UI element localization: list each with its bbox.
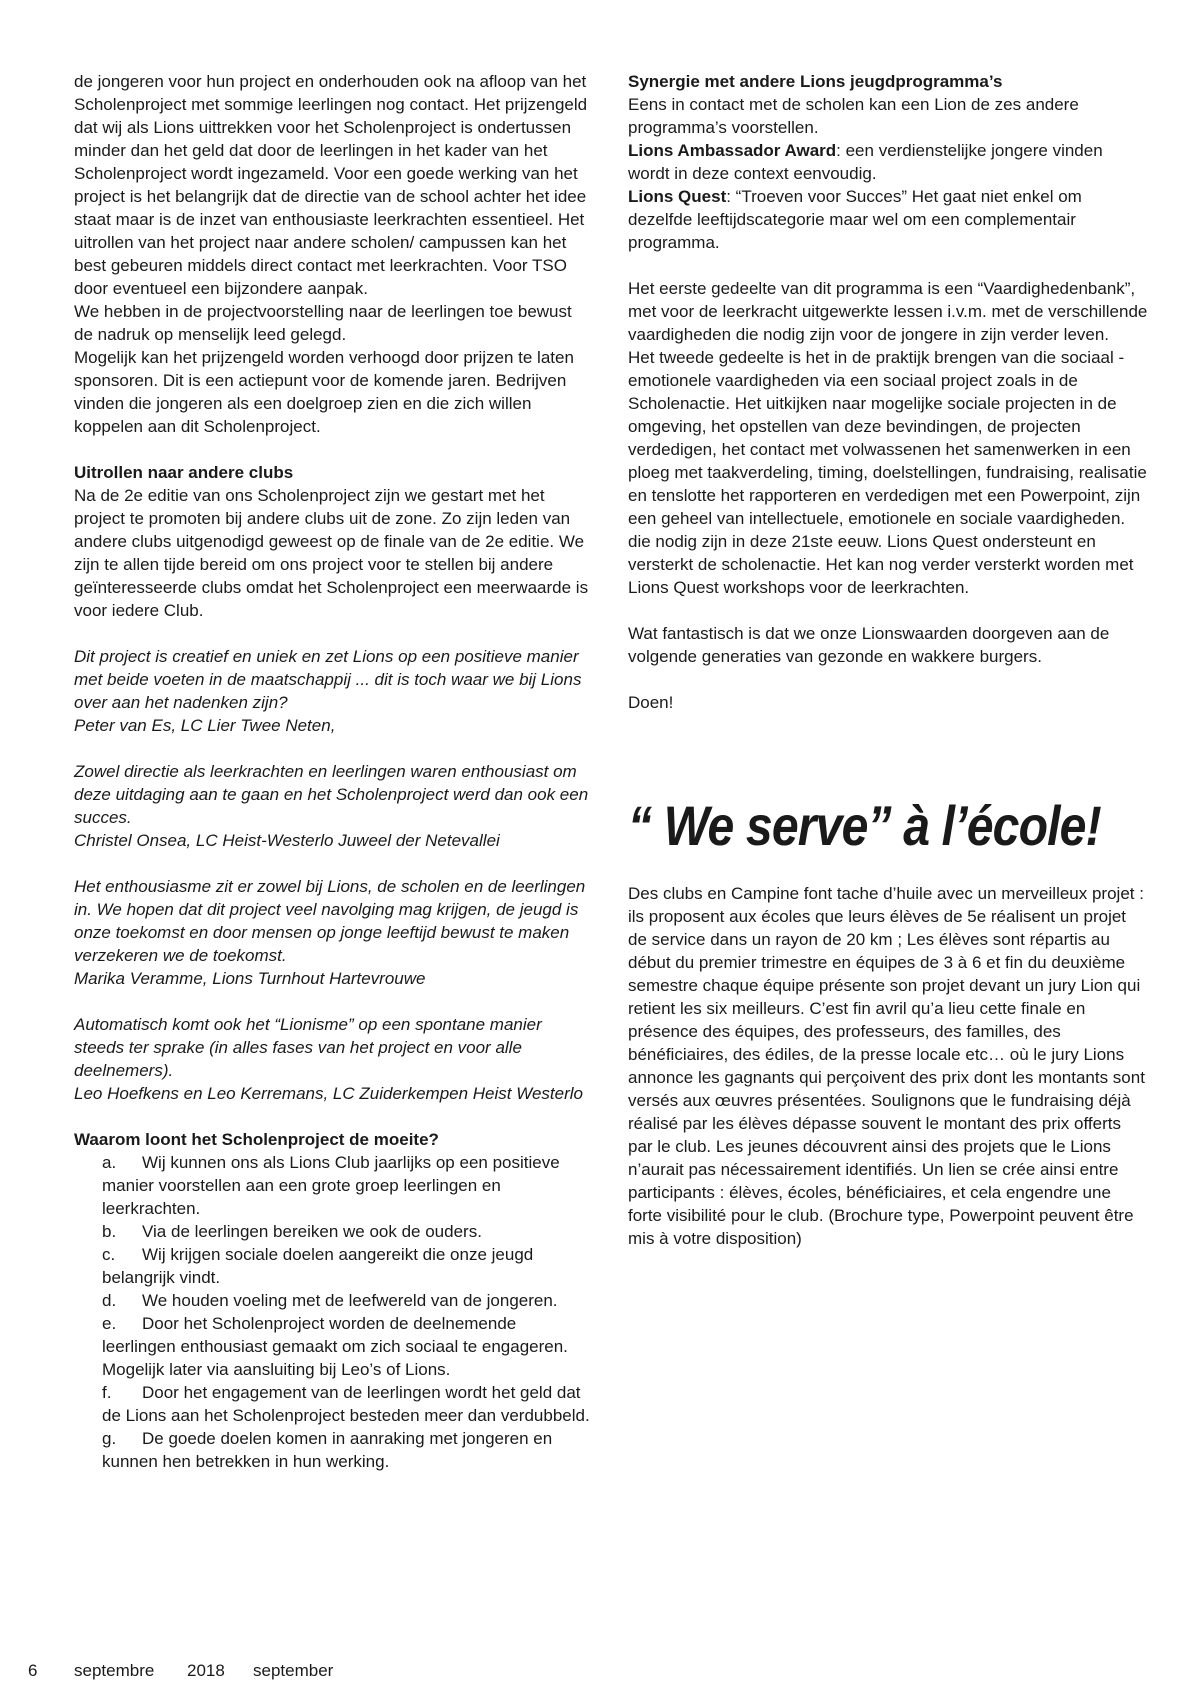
ambassador-paragraph (628, 139, 1148, 185)
list-text: Wij krijgen sociale doelen aangereikt die onze jeugd belangrijk vindt. (102, 1245, 534, 1287)
synergy-text: Eens in contact met de scholen kan een Lion de zes andere programma’s voorstellen. (628, 95, 1079, 137)
left-column (74, 70, 594, 1473)
program-paragraph-2: Het tweede gedeelte is het in de praktijk brengen van die sociaal - emotionele vaardigheden via een sociaal project zoals in de Scholenactie. Het uitkijken naar mogelijke sociale projecten in de omgeving, het opstellen van deze bevindingen, de projecten verdedigen, het contact met volwassenen het samenwerken in een ploeg met taakverdeling, timing, doelstellingen, fundraising, realisatie en tenslotte het rapporteren en verdedigen met een Powerpoint, zijn een geheel van intellectuele, emotionele en sociale vaardigheden. die nodig zijn in deze 21ste eeuw. Lions Quest ondersteunt en versterkt de scholenactie. Het kan nog verder versterkt worden met Lions Quest workshops voor de leerkrachten. (628, 348, 1147, 597)
quote-text: Dit project is creatief en uniek en zet Lions op een positieve manier met beide voeten in de maatschappij ... dit is toch waar we bij Lions over aan het nadenken zijn? (74, 647, 582, 712)
footer-year: 2018 (187, 1661, 225, 1680)
quest-label: Lions Quest (628, 187, 727, 206)
footer-month-fr: septembre (74, 1661, 155, 1680)
list-text: Via de leerlingen bereiken we ook de ouders. (142, 1222, 482, 1241)
rollout-heading: Uitrollen naar andere clubs (74, 463, 294, 482)
list-item (102, 1427, 594, 1473)
list-text: Wij kunnen ons als Lions Club jaarlijks op een positieve manier voorstellen aan een grote groep leerlingen en leerkrachten. (102, 1153, 560, 1218)
quote-text: Het enthousiasme zit er zowel bij Lions, de scholen en de leerlingen in. We hopen dat dit project veel navolging mag krijgen, de jeugd is onze toekomst en door mensen op jonge leeftijd bewust te maken verzekeren we de toekomst. (74, 877, 586, 965)
french-text: Des clubs en Campine font tache d’huile avec un merveilleux projet : ils proposent aux écoles que leurs élèves de 5e réalisent un projet de service dans un rayon de 20 km ; Les élèves sont répartis au début du premier trimestre en équipes de 3 à 6 et fin du deuxième semestre chaque équipe présente son projet devant un jury Lion qui retient les six meilleurs. C’est fin avril qu’a lieu cette finale en présence des équipes, des professeurs, des familles, des bénéficiaires, des édiles, de la presse locale etc… où le jury Lions annonce les gagnants qui perçoivent des prix dont les montants sont versés aux œuvres présentées. Soulignons que le fundraising déjà réalisé par les élèves dépasse souvent le montant des prix offerts par le club. Les jeunes découvrent ainsi des projets que le Lions n’aurait pas nécessairement identifiés. Un lien se crée ainsi entre participants : élèves, écoles, bénéficiaires, et cela engendre une forte visibilité pour le club. (Brochure type, Powerpoint peuvent être mis à votre disposition) (628, 884, 1145, 1248)
page-number: 6 (28, 1661, 38, 1680)
doen-text: Doen! (628, 693, 674, 712)
list-item (102, 1151, 594, 1220)
list-text: We houden voeling met de leefwereld van de jongeren. (142, 1291, 558, 1310)
quote-4 (74, 1013, 594, 1105)
closing-paragraph: Wat fantastisch is dat we onze Lionswaarden doorgeven aan de volgende generaties van gezonde en wakkere burgers. (628, 624, 1110, 666)
quote-text: Zowel directie als leerkrachten en leerlingen waren enthousiast om deze uitdaging aan te gaan en het Scholenproject werd dan ook een succes. (74, 762, 589, 827)
french-title: “ We serve” à l’école! (628, 794, 1101, 857)
list-letter: c. (102, 1245, 116, 1264)
right-column (628, 70, 1148, 1250)
quote-author: Leo Hoefkens en Leo Kerremans, LC Zuiderkempen Heist Westerlo (74, 1084, 583, 1103)
ambassador-label: Lions Ambassador Award (628, 141, 837, 160)
quest-paragraph (628, 185, 1148, 254)
list-item (102, 1243, 594, 1289)
quote-2 (74, 760, 594, 852)
list-letter: a. (102, 1153, 117, 1172)
reasons-list (74, 1151, 594, 1473)
intro-paragraph-1: de jongeren voor hun project en onderhouden ook na afloop van het Scholenproject met sommige leerlingen nog contact. Het prijzengeld dat wij als Lions uittrekken voor het Scholenproject is ondertussen minder dan het geld dat door de leerlingen in het kader van het Scholenproject wordt ingezameld. Voor een goede werking van het project is het belangrijk dat de directie van de school achter het idee staat maar is de inzet van enthousiaste leerkrachten essentieel. Het uitrollen van het project naar andere scholen/ campussen kan het best gebeuren middels direct contact met leerkrachten. Voor TSO door eventueel een bijzondere aanpak. (74, 72, 588, 298)
rollout-text: Na de 2e editie van ons Scholenproject zijn we gestart met het project te promoten bij andere clubs uit de zone. Zo zijn leden van andere clubs uitgenodigd geweest op de finale van de 2e editie. We zijn te allen tijde bereid om ons project voor te stellen bij andere geïnteresseerde clubs omdat het Scholenproject een meerwaarde is voor iedere Club. (74, 486, 589, 620)
quote-author: Peter van Es, LC Lier Twee Neten, (74, 716, 336, 735)
list-item (102, 1220, 594, 1243)
list-text: Door het engagement van de leerlingen wordt het geld dat de Lions aan het Scholenproject besteden meer dan verdubbeld. (102, 1383, 590, 1425)
list-text: Door het Scholenproject worden de deelnemende leerlingen enthousiast gemaakt om zich sociaal te engageren. Mogelijk later via aansluiting bij Leo’s of Lions. (102, 1314, 568, 1379)
list-item (102, 1312, 594, 1381)
list-letter: b. (102, 1222, 117, 1241)
program-paragraph-1: Het eerste gedeelte van dit programma is een “Vaardighedenbank”, met voor de leerkracht uitgewerkte lessen i.v.m. met de verschillende vaardigheden die nodig zijn voor de jongere in zijn verder leven. (628, 279, 1148, 344)
quote-author: Christel Onsea, LC Heist-Westerlo Juweel der Netevallei (74, 831, 500, 850)
list-text: De goede doelen komen in aanraking met jongeren en kunnen hen betrekken in hun werking. (102, 1429, 553, 1471)
list-letter: e. (102, 1314, 117, 1333)
ambassador-text: : een verdienstelijke jongere vinden wordt in deze context eenvoudig. (628, 141, 1103, 183)
quest-text: : “Troeven voor Succes” Het gaat niet enkel om dezelfde leeftijdscategorie maar wel om een complementair programma. (628, 187, 1082, 252)
list-letter: f. (102, 1383, 112, 1402)
quote-text: Automatisch komt ook het “Lionisme” op een spontane manier steeds ter sprake (in alles fases van het project en voor alle deelnemers). (74, 1015, 542, 1080)
footer-month-nl: september (253, 1661, 334, 1680)
intro-paragraph-3: Mogelijk kan het prijzengeld worden verhoogd door prijzen te laten sponsoren. Dit is een actiepunt voor de komende jaren. Bedrijven vinden die jongeren als een doelgroep zien en die zich willen koppelen aan dit Scholenproject. (74, 348, 574, 436)
quote-3 (74, 875, 594, 990)
why-heading: Waarom loont het Scholenproject de moeite? (74, 1130, 439, 1149)
intro-paragraph-2: We hebben in de projectvoorstelling naar de leerlingen toe bewust de nadruk op menselijk leed gelegd. (74, 302, 572, 344)
list-item (102, 1289, 594, 1312)
quote-1 (74, 645, 594, 737)
quote-author: Marika Veramme, Lions Turnhout Hartevrouwe (74, 969, 426, 988)
synergy-heading: Synergie met andere Lions jeugdprogramma’s (628, 72, 1003, 91)
list-letter: g. (102, 1429, 117, 1448)
list-letter: d. (102, 1291, 117, 1310)
list-item (102, 1381, 594, 1427)
